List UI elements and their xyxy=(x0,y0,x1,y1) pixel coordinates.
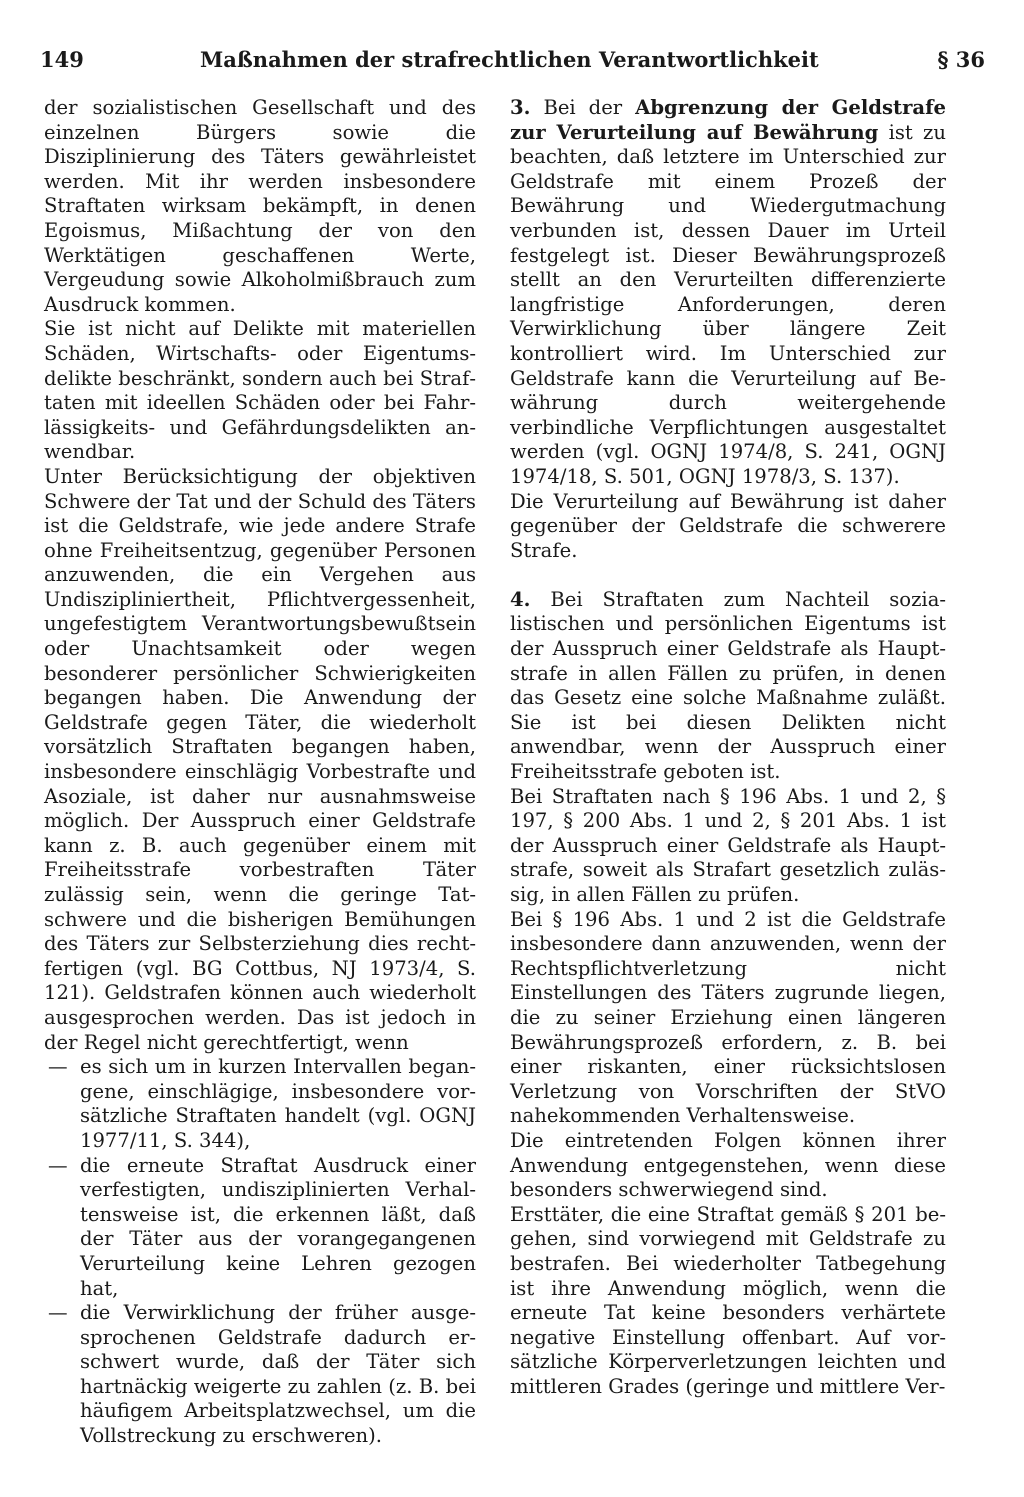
running-header xyxy=(40,40,985,80)
paragraph: Die Verurteilung auf Bewährung ist daher gegenüber der Geldstrafe die schwerere Strafe. xyxy=(510,489,946,562)
paragraph-section-4: 4. Bei Straftaten zum Nachteil sozialistischen und persönlichen Eigentums ist der Ausspruch einer Geldstrafe als Hauptstrafe in allen Fällen zu prüfen, in denen das Gesetz eine solche Maßnahme zuläßt. Sie ist bei diesen Delikten nicht anwendbar, wenn der Ausspruch einer Freiheitsstrafe geboten ist. xyxy=(510,587,946,784)
dash-marker: — xyxy=(48,1301,68,1325)
section-number-3: 3. xyxy=(510,96,531,119)
bold-phrase: Abgrenzung der Geldstrafe zur Verurteilung auf Bewährung xyxy=(510,96,947,144)
page-number: 149 xyxy=(40,47,84,72)
dash-list-item: — die Verwirklichung der früher ausgesprochenen Geldstrafe dadurch erschwert wurde, daß der Täter sich hartnäckig weigerte zu zahlen (z. B. bei häufigem Arbeitsplatzwechsel, um die Vollstreckung zu erschweren). xyxy=(48,1301,476,1448)
paragraph: Bei § 196 Abs. 1 und 2 ist die Geldstrafe insbesondere dann anzuwenden, wenn der Rechtspflichtverletzung nicht Einstellungen des Täters zugrunde liegen, die zu seiner Erziehung einen längeren Bewährungsprozeß erfordern, z. B. bei einer riskanten, einer rücksichtslosen Verletzung von Vorschriften der StVO nahekommenden Verhaltensweise. xyxy=(510,907,946,1128)
dash-marker: — xyxy=(48,1153,68,1177)
dash-list-item: — die erneute Straftat Ausdruck einer verfestigten, undisziplinierten Verhaltensweise ist, die erkennen läßt, daß der Täter aus der vorangegangenen Verurteilung keine Lehren gezogen hat, xyxy=(48,1153,476,1300)
dash-marker: — xyxy=(48,1055,68,1079)
paragraph: der sozialistischen Gesellschaft und des einzelnen Bürgers sowie die Disziplinierung des Täters gewährleistet werden. Mit ihr werden insbesondere Straftaten wirksam bekämpft, in denen Egoismus, Mißachtung der von den Werktätigen geschaffenen Werte, Vergeudung sowie Alkoholmißbrauch zum Ausdruck kommen. xyxy=(44,96,476,316)
paragraph: Ersttäter, die eine Straftat gemäß § 201 begehen, sind vorwiegend mit Geldstrafe zu bestrafen. Bei wiederholter Tatbegehung ist ihre Anwendung möglich, wenn die erneute Tat keine besonders verhärtete negative Einstellung offenbart. Auf vorsätzliche Körperverletzungen leichten und mittleren Grades (geringe und mittlere Ver- xyxy=(510,1202,946,1398)
left-column xyxy=(44,96,476,1449)
paragraph: Bei Straftaten nach § 196 Abs. 1 und 2, § 197, § 200 Abs. 1 und 2, § 201 Abs. 1 ist der Ausspruch einer Geldstrafe als Hauptstrafe, soweit als Strafart gesetzlich zulässig, in allen Fällen zu prüfen. xyxy=(510,784,946,906)
paragraph: Sie ist nicht auf Delikte mit materiellen Schäden, Wirtschafts- oder Eigentumsdelikte beschränkt, sondern auch bei Straftaten mit ideellen Schäden oder bei Fahrlässigkeits- und Gefährdungsdelikten anwendbar. xyxy=(44,317,476,464)
running-title: Maßnahmen der strafrechtlichen Verantwortlichkeit xyxy=(200,47,819,72)
paragraph: Unter Berücksichtigung der objektiven Schwere der Tat und der Schuld des Täters ist die Geldstrafe, wie jede andere Strafe ohne Freiheitsentzug, gegenüber Personen anzuwenden, die ein Vergehen aus Undiszipliniertheit, Pflichtvergessenheit, ungefestigtem Verantwortungsbewußtsein oder Unachtsamkeit oder wegen besonderer persönlicher Schwierigkeiten begangen haben. Die Anwendung der Geldstrafe gegen Täter, die wiederholt vorsätzlich Straftaten begangen haben, insbesondere einschlägig Vorbestrafte und Asoziale, ist daher nur ausnahmsweise möglich. Der Ausspruch einer Geldstrafe kann z. B. auch gegenüber einem mit Freiheitsstrafe vorbestraften Täter zulässig sein, wenn die geringe Tatschwere und die bisherigen Bemühungen des Täters zur Selbsterziehung dies rechtfertigen (vgl. BG Cottbus, NJ 1973/4, S. 121). Geldstrafen können auch wiederholt ausgesprochen werden. Das ist jedoch in der Regel nicht gerechtfertigt, wenn xyxy=(44,464,476,1054)
section-number-4: 4. xyxy=(510,587,531,611)
paragraph: Die eintretenden Folgen können ihrer Anwendung entgegenstehen, wenn diese besonders schwerwiegend sind. xyxy=(510,1128,946,1202)
paragraph-section-3: 3. Bei der Abgrenzung der Geldstrafe zur Verurteilung auf Bewährung ist zu beachten, daß letztere im Unterschied zur Geldstrafe mit einem Prozeß der Bewährung und Wiedergutmachung verbunden ist, dessen Dauer im Urteil festgelegt ist. Dieser Bewährungsprozeß stellt an den Verurteilten differenzierte langfristige Anforderungen, deren Verwirklichung über längere Zeit kontrolliert wird. Im Unterschied zur Geldstrafe kann die Verurteilung auf Bewährung durch weitergehende verbindliche Verpflichtungen ausgestaltet werden (vgl. OGNJ 1974/8, S. 241, OGNJ 1974/18, S. 501, OGNJ 1978/3, S. 137). xyxy=(510,96,947,488)
dash-list-item: — es sich um in kurzen Intervallen begangene, einschlägige, insbesondere vorsätzliche Straftaten handelt (vgl. OGNJ 1977/11, S. 344), xyxy=(48,1055,476,1152)
section-number: § 36 xyxy=(937,47,985,72)
right-column xyxy=(510,96,946,1399)
